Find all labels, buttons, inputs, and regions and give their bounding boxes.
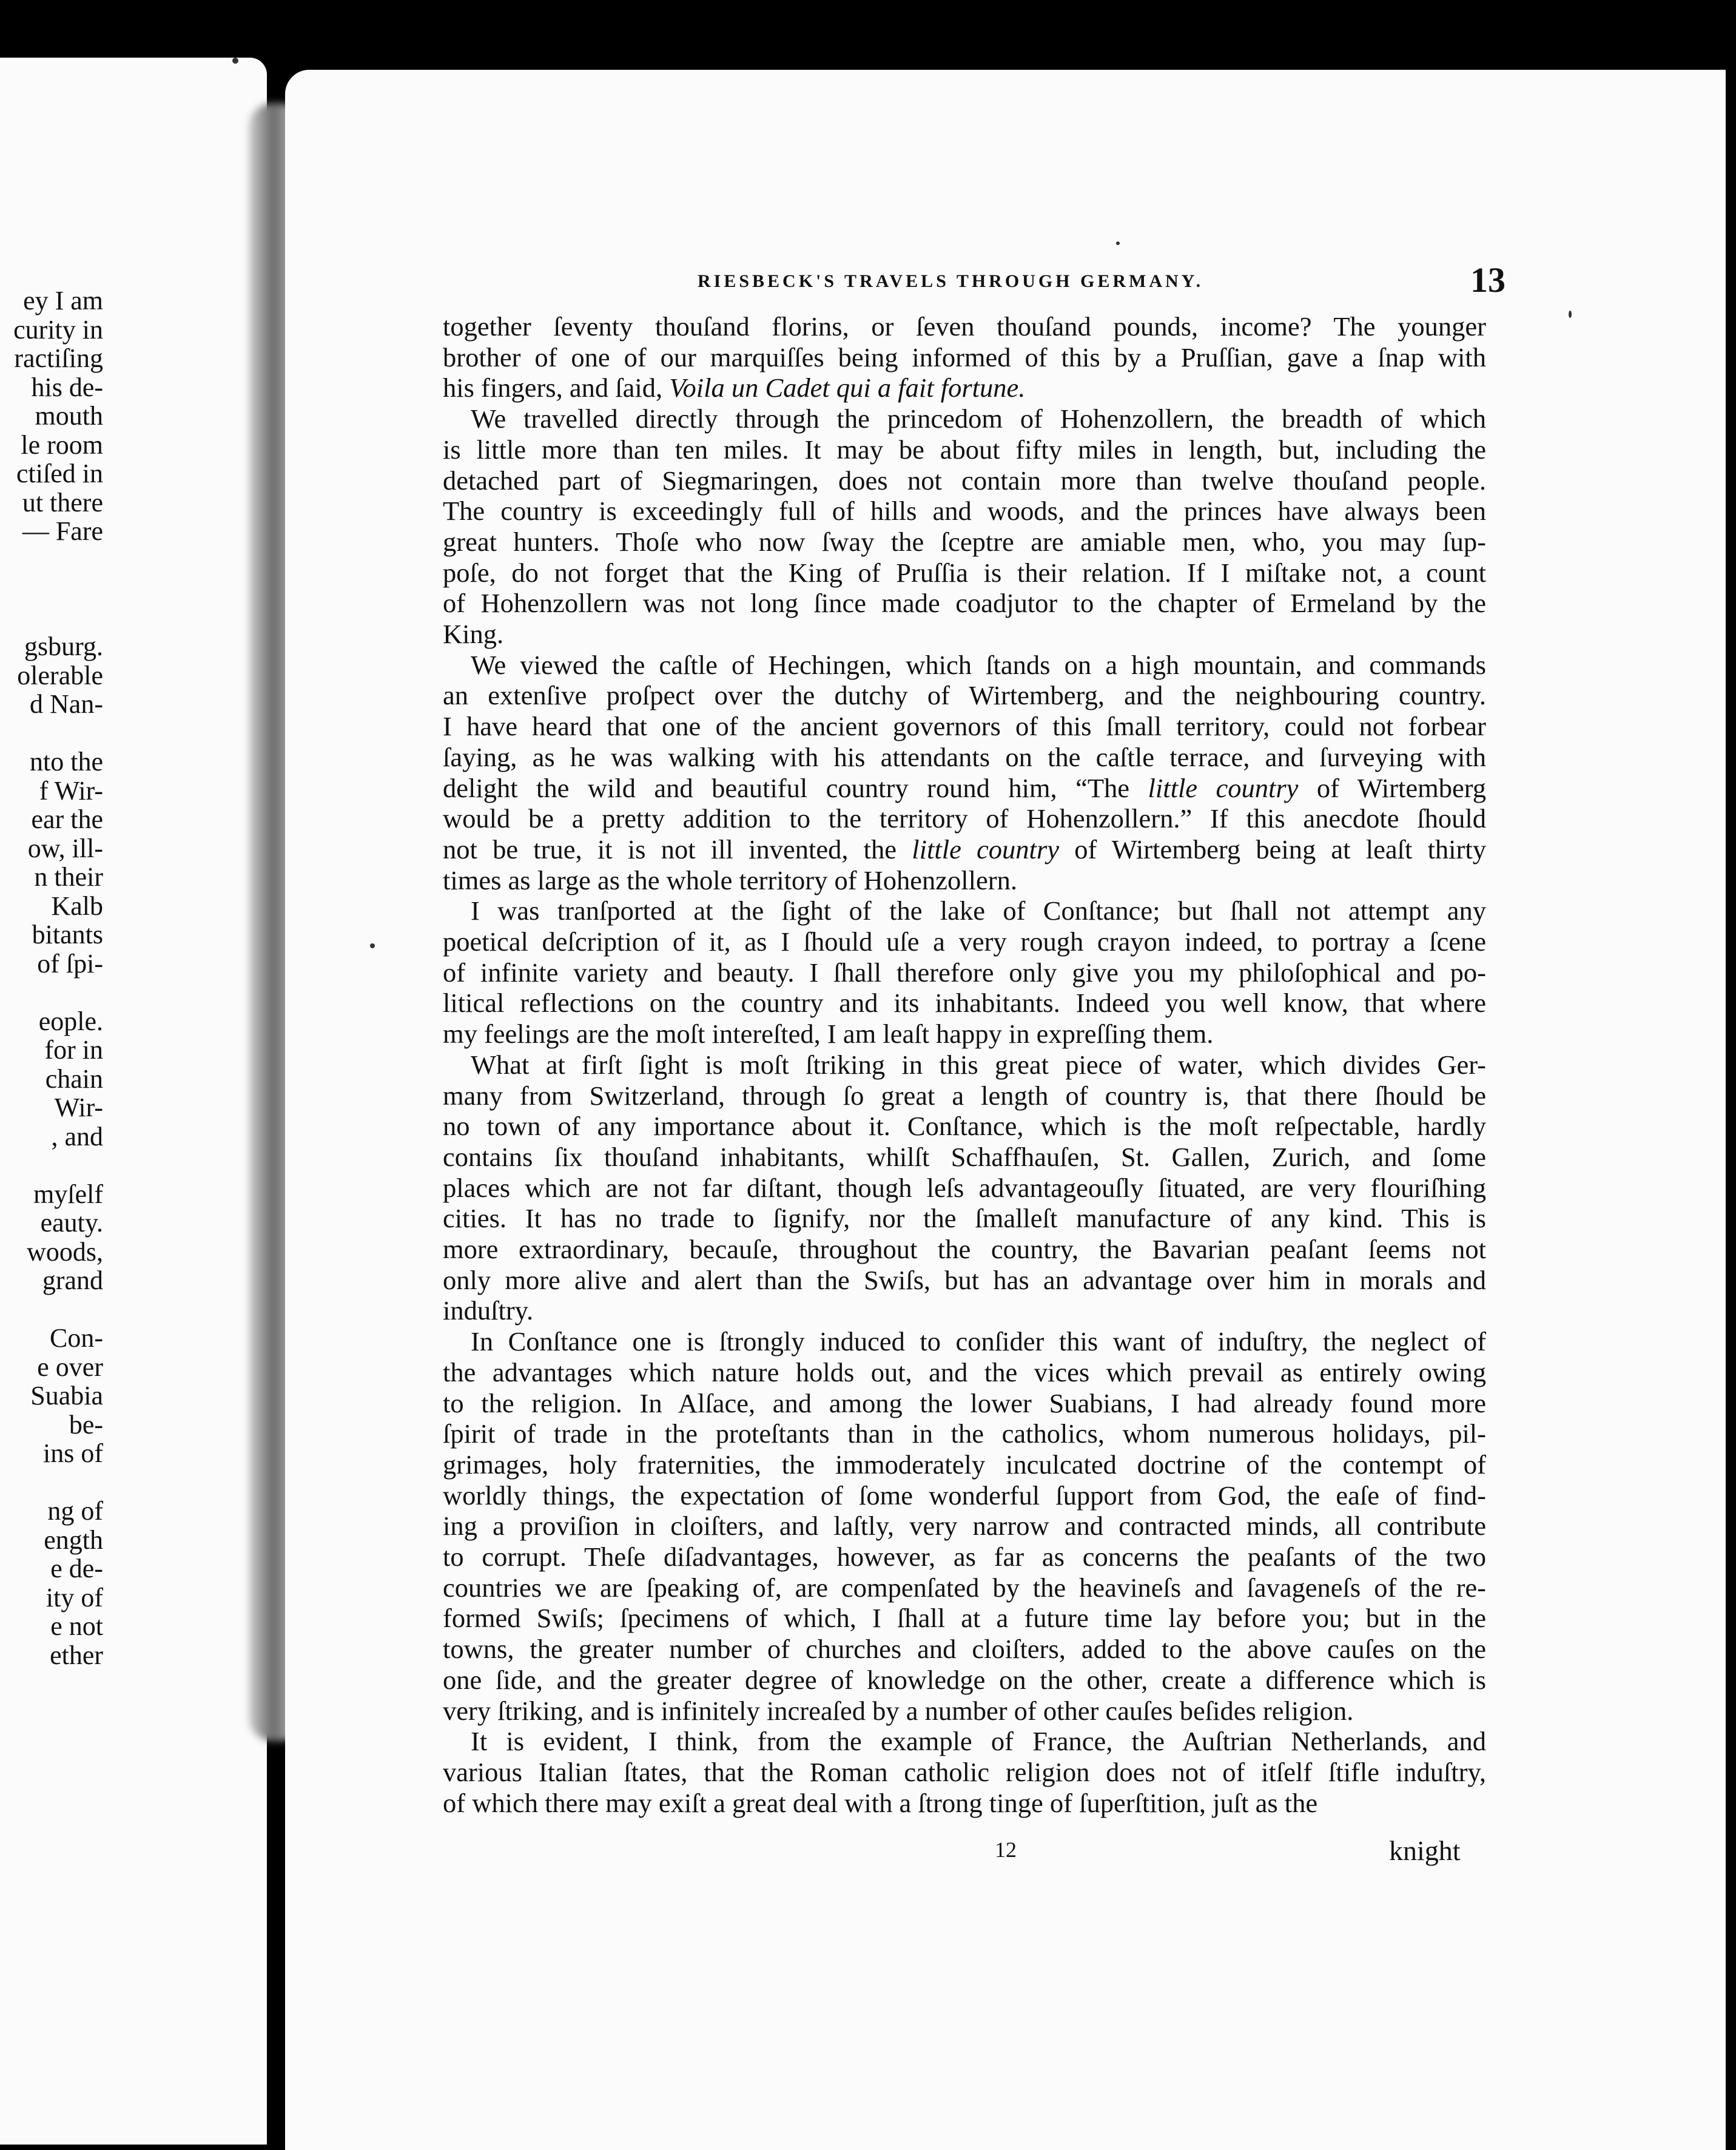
left-page-fragment: chain: [45, 1063, 103, 1094]
left-page-fragment: n their: [34, 862, 103, 892]
text-line: induſtry.: [443, 1295, 534, 1326]
text-line: of infinite variety and beauty. I ſhall therefore only give you my philoſophical and po-: [443, 957, 1486, 988]
ink-speck: [1116, 241, 1120, 245]
left-page-fragment: of ſpi-: [37, 948, 103, 979]
text-line: not be true, it is not ill invented, the little country of Wirtemberg being at leaſt thirty: [443, 834, 1486, 864]
left-page-fragment: Con-: [50, 1323, 103, 1353]
text-line: one ſide, and the greater degree of knowledge on the other, create a difference which is: [443, 1664, 1486, 1695]
text-line: I have heard that one of the ancient governors of this ſmall territory, could not forbear: [443, 711, 1486, 742]
catchword: knight: [1389, 1835, 1461, 1866]
text-line: King.: [443, 619, 504, 649]
ink-speck: [232, 58, 238, 64]
running-head: RIESBECK'S TRAVELS THROUGH GERMANY.: [698, 271, 1204, 291]
text-line: my feelings are the moſt intereſted, I am leaſt happy in expreſſing them.: [443, 1019, 1214, 1050]
text-line: countries we are ſpeaking of, are compenſated by the heavineſs and ſavageneſs of the re-: [443, 1572, 1486, 1603]
text-line: worldly things, the expectation of ſome wonderful ſupport from God, the eaſe of find-: [443, 1480, 1486, 1511]
page-number: 13: [1470, 260, 1506, 300]
text-line: We viewed the caſtle of Hechingen, which ſtands on a high mountain, and commands: [471, 649, 1486, 680]
left-page-fragment: ether: [50, 1640, 103, 1670]
ink-speck: [370, 943, 375, 948]
text-line: of Hohenzollern was not long ſince made coadjutor to the chapter of Ermeland by the: [443, 588, 1486, 619]
ink-speck: [1569, 311, 1572, 318]
text-line: brother of one of our marquiſſes being informed of this by a Pruſſian, gave a ſnap with: [443, 342, 1486, 372]
text-line: his fingers, and ſaid, Voila un Cadet qui a fait fortune.: [443, 372, 1026, 403]
text-line: no town of any importance about it. Conſtance, which is the moſt reſpectable, hardly: [443, 1111, 1486, 1142]
signature-mark: 12: [995, 1838, 1017, 1862]
left-page-fragment: ng of: [47, 1496, 103, 1526]
left-page-fragment: curity in: [13, 314, 103, 345]
text-line: of which there may exiſt a great deal with a ſtrong tinge of ſuperſtition, juſt as the: [443, 1787, 1318, 1818]
left-page-fragment: f Wir-: [39, 775, 103, 806]
text-line: very ſtriking, and is infinitely increaſed by a number of other cauſes beſides religion.: [443, 1695, 1354, 1726]
left-page-fragment: Wir-: [54, 1093, 103, 1122]
text-line: places which are not far diſtant, though leſs advantageouſly ſituated, are very flouriſhing: [443, 1172, 1486, 1203]
left-page-fragment: olerable: [17, 660, 103, 690]
text-line: to corrupt. Theſe diſadvantages, however, as far as concerns the peaſants of the two: [443, 1542, 1486, 1572]
left-page-fragment: bitants: [32, 920, 103, 949]
text-line: In Conſtance one is ſtrongly induced to conſider this want of induſtry, the neglect of: [471, 1326, 1486, 1357]
text-line: is little more than ten miles. It may be about fifty miles in length, but, including the: [443, 434, 1486, 465]
left-page-fragment: le room: [21, 430, 103, 460]
left-page-fragment: ey I am: [23, 286, 103, 315]
left-page-fragment: ear the: [31, 804, 103, 834]
text-line: ing a proviſion in cloiſters, and laſtly, very narrow and contracted minds, all contribute: [443, 1511, 1486, 1542]
text-line: the advantages which nature holds out, and the vices which prevail as entirely owing: [443, 1356, 1486, 1387]
left-page-fragment: e not: [50, 1611, 103, 1641]
text-line: various Italian ſtates, that the Roman catholic religion does not of itſelf ſtifle induſtry,: [443, 1756, 1486, 1787]
left-page-fragment: gsburg.: [24, 632, 103, 661]
text-line: poſe, do not forget that the King of Pruſſia is their relation. If I miſtake not, a count: [443, 557, 1486, 588]
left-page-fragment: d Nan-: [30, 689, 103, 719]
text-line: towns, the greater number of churches and cloiſters, added to the above cauſes on the: [443, 1634, 1486, 1665]
left-page-fragment: myſelf: [33, 1179, 103, 1209]
text-line: ſpirit of trade in the proteſtants than in the catholics, whom numerous holidays, pil-: [443, 1418, 1486, 1449]
text-line: detached part of Siegmaringen, does not contain more than twelve thouſand people.: [443, 465, 1486, 496]
left-page-fragment: ity of: [45, 1582, 103, 1612]
left-page-fragment: woods,: [27, 1236, 103, 1267]
text-line: to the religion. In Alſace, and among the lower Suabians, I had already found more: [443, 1387, 1486, 1418]
left-page-fragment: , and: [51, 1121, 103, 1151]
left-page-fragment: ow, ill-: [27, 833, 103, 863]
text-line: The country is exceedingly full of hills and woods, and the princes have always been: [443, 496, 1486, 527]
text-line: formed Swiſs; ſpecimens of which, I ſhall at a future time lay before you; but in the: [443, 1603, 1486, 1634]
left-page-fragment: ractiſing: [14, 343, 103, 373]
text-line: ſaying, as he was walking with his attendants on the caſtle terrace, and ſurveying with: [443, 741, 1486, 772]
left-page-fragment: e de-: [50, 1554, 103, 1583]
text-line: contains ſix thouſand inhabitants, whilſt Schaffhauſen, St. Gallen, Zurich, and ſome: [443, 1141, 1486, 1172]
left-page-fragment: eople.: [38, 1006, 103, 1036]
left-page-fragment: mouth: [35, 401, 103, 431]
text-line: only more alive and alert than the Swiſs, but has an advantage over him in morals and: [443, 1264, 1486, 1295]
text-line: We travelled directly through the princedom of Hohenzollern, the breadth of which: [471, 403, 1486, 434]
text-line: times as large as the whole territory of Hohenzollern.: [443, 864, 1017, 895]
text-line: more extraordinary, becauſe, throughout the country, the Bavarian peaſant ſeems not: [443, 1234, 1486, 1264]
text-line: I was tranſported at the ſight of the lake of Conſtance; but ſhall not attempt any: [471, 895, 1486, 926]
left-page-fragment: — Fare: [22, 516, 103, 546]
text-line: poetical deſcription of it, as I ſhould uſe a very rough crayon indeed, to portray a ſcene: [443, 926, 1486, 957]
text-line: would be a pretty addition to the territory of Hohenzollern.” If this anecdote ſhould: [443, 803, 1486, 834]
left-page-fragment: ength: [44, 1525, 103, 1555]
left-page-fragment: Kalb: [51, 891, 103, 921]
text-line: many from Switzerland, through ſo great a length of country is, that there ſhould be: [443, 1080, 1486, 1111]
left-page-fragment: his de-: [31, 372, 103, 402]
text-line: grimages, holy fraternities, the immoderately inculcated doctrine of the contempt of: [443, 1449, 1486, 1480]
text-line: cities. It has no trade to ſignify, nor the ſmalleſt manufacture of any kind. This is: [443, 1203, 1486, 1234]
left-page-fragment: e over: [37, 1352, 103, 1382]
text-line: together ſeventy thouſand florins, or ſeven thouſand pounds, income? The younger: [443, 311, 1486, 342]
text-line: It is evident, I think, from the example of France, the Auſtrian Netherlands, and: [471, 1726, 1486, 1757]
left-page-fragment: grand: [42, 1265, 103, 1295]
text-line: delight the wild and beautiful country round him, “The little country of Wirtemberg: [443, 772, 1486, 803]
left-page-fragment: for in: [44, 1035, 103, 1065]
left-page-fragment: ins of: [43, 1438, 103, 1468]
left-page-fragment: be-: [69, 1409, 103, 1440]
text-line: an extenſive proſpect over the dutchy of Wirtemberg, and the neighbouring country.: [443, 680, 1486, 711]
text-line: litical reflections on the country and its inhabitants. Indeed you well know, that where: [443, 988, 1486, 1019]
text-line: What at firſt ſight is moſt ſtriking in this great piece of water, which divides Ger-: [471, 1049, 1486, 1080]
left-page-fragment: Suabia: [30, 1381, 103, 1410]
left-page-fragment: nto the: [30, 747, 103, 777]
left-page-fragment: ut there: [22, 487, 103, 517]
left-page-fragment: ctiſed in: [16, 459, 103, 488]
left-page-fragment: eauty.: [40, 1208, 103, 1238]
text-line: great hunters. Thoſe who now ſway the ſceptre are amiable men, who, you may ſup-: [443, 526, 1486, 557]
